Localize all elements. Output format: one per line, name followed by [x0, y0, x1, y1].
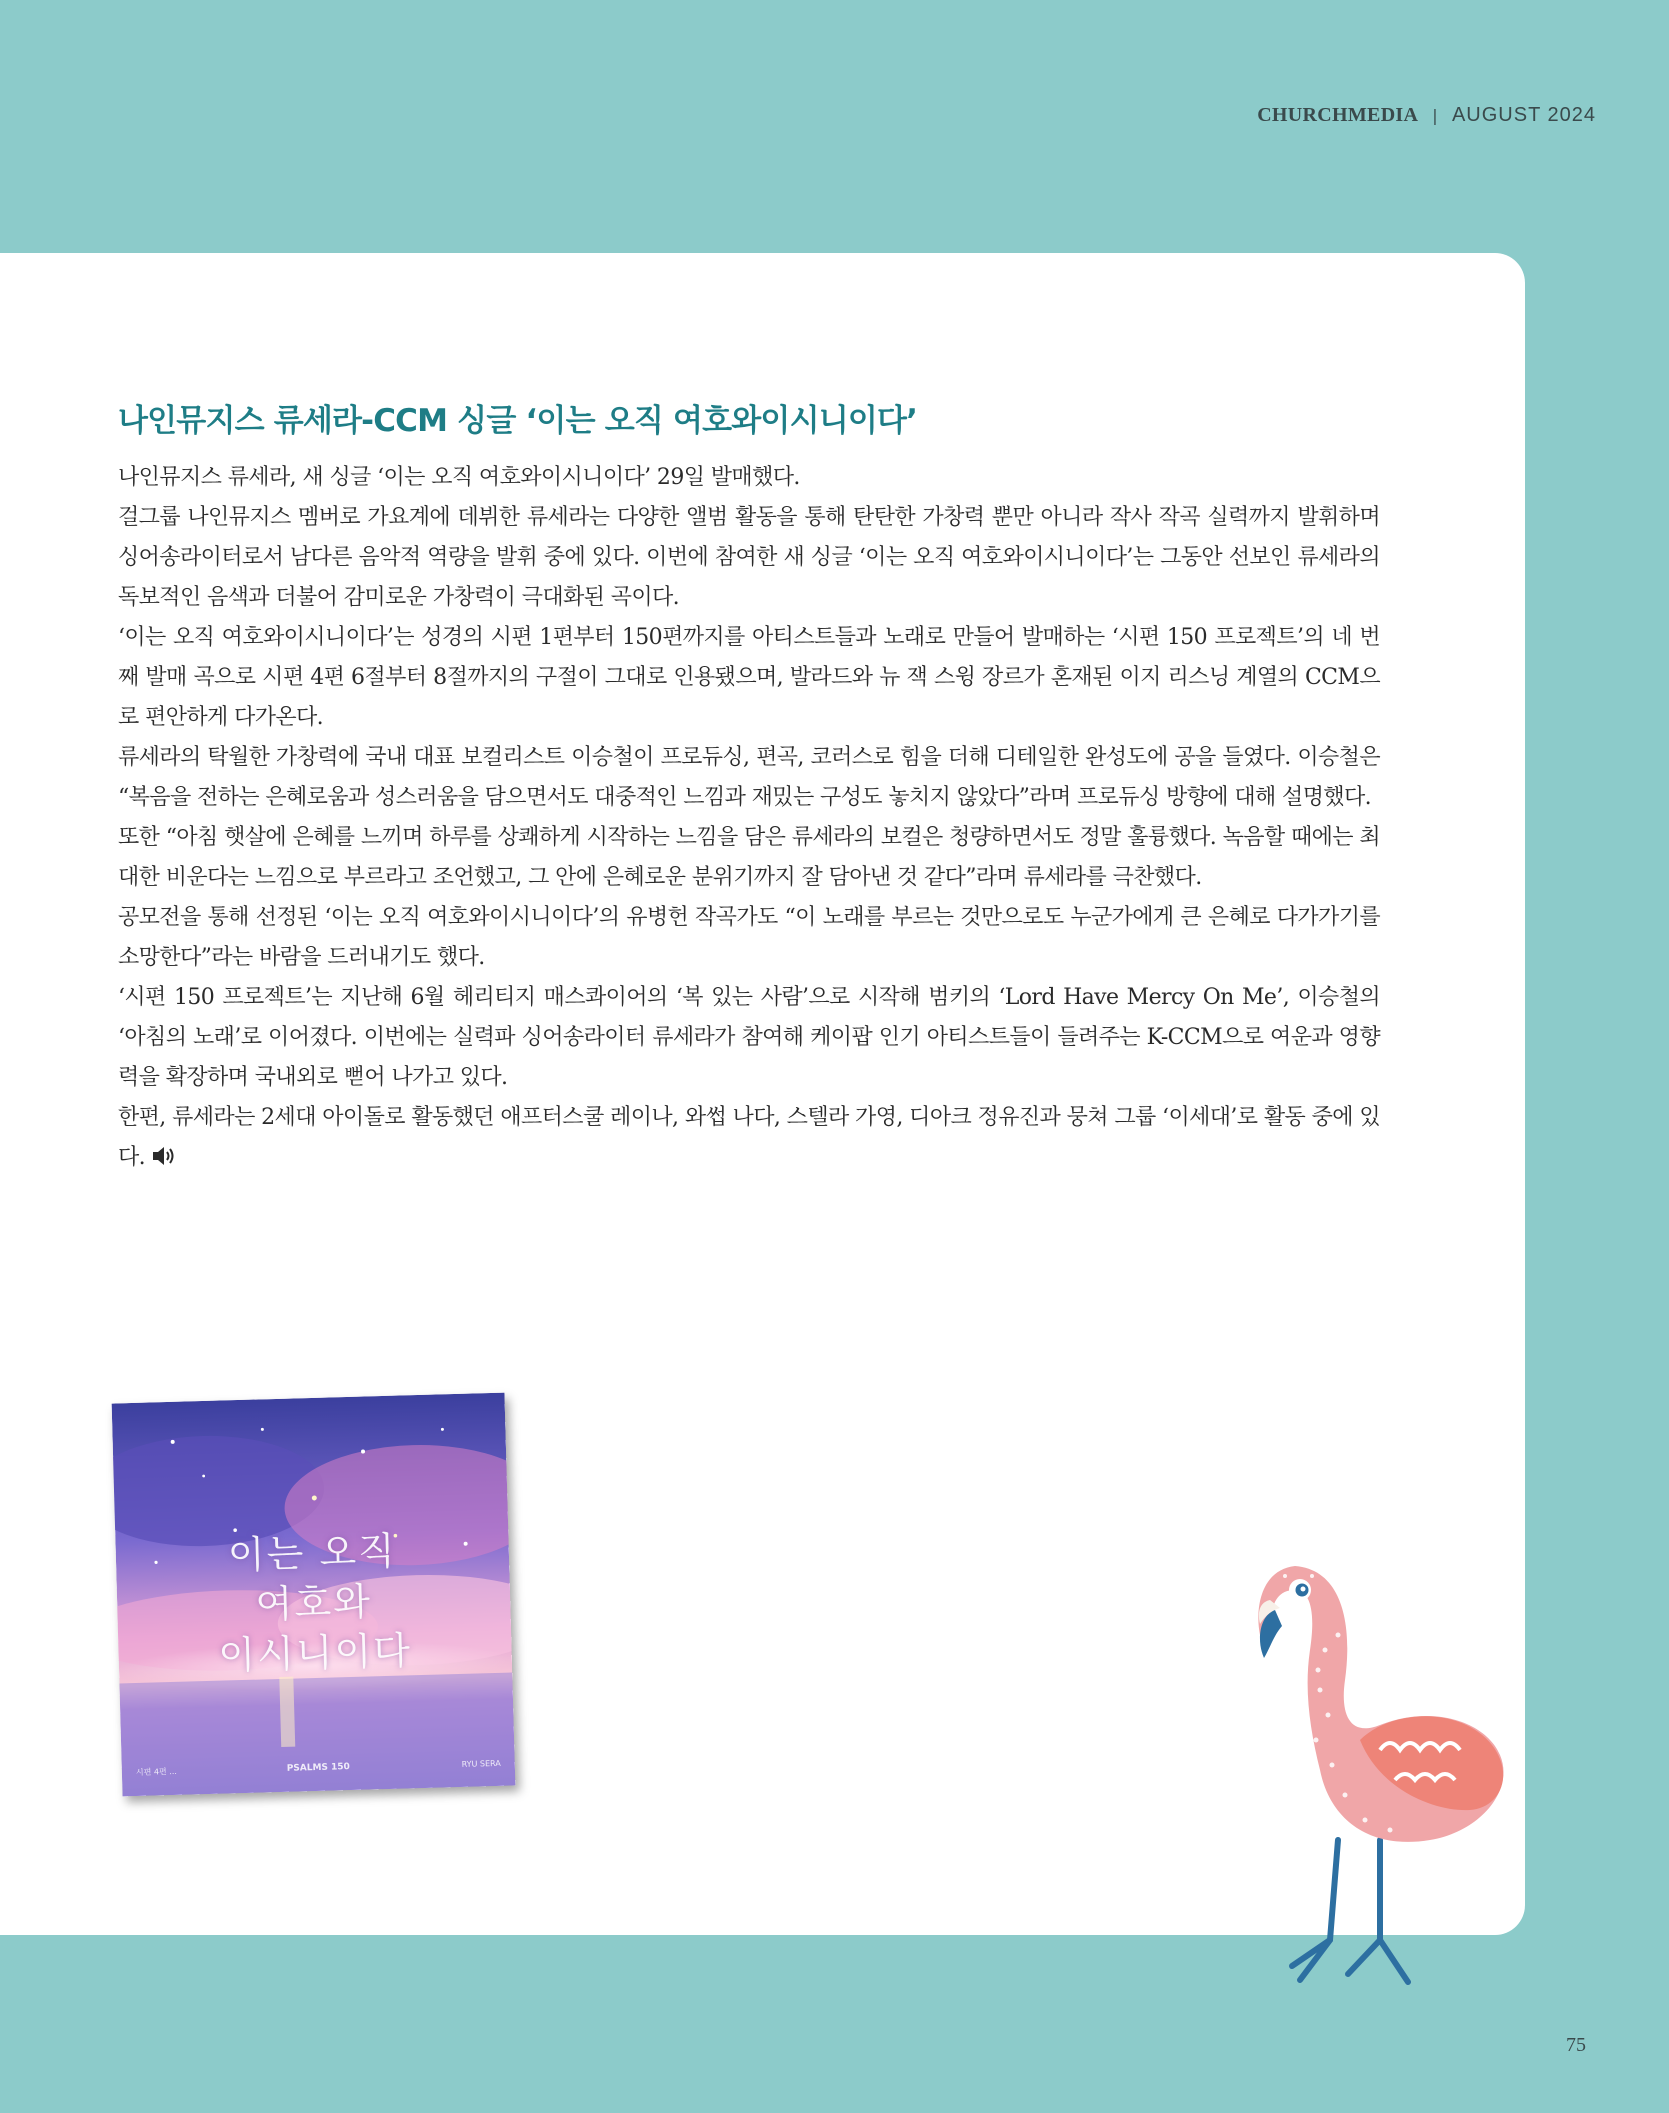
article-paragraph: 공모전을 통해 선정된 ‘이는 오직 여호와이시니이다’의 유병헌 작곡가도 “이 노래를 부르는 것만으로도 누군가에게 큰 은혜로 다가가기를 소망한다”라는 바람을 드러내기도 했다.	[118, 905, 1380, 970]
album-footer-right: RYU SERA	[461, 1758, 501, 1769]
speaker-icon	[151, 1141, 177, 1181]
article-body	[118, 458, 1380, 1181]
album-cover	[112, 1393, 516, 1797]
article-paragraph-last	[118, 1098, 1380, 1181]
album-title-line: 이는 오직	[227, 1528, 398, 1578]
article-paragraph-text: 한편, 류세라는 2세대 아이돌로 활동했던 애프터스쿨 레이나, 와썹 나다, 스텔라 가영, 디아크 정유진과 뭉쳐 그룹 ‘이세대’로 활동 중에 있다.	[118, 1105, 1380, 1170]
issue-date: AUGUST 2024	[1451, 104, 1596, 126]
album-title	[115, 1523, 512, 1684]
article-paragraph: ‘이는 오직 여호와이시니이다’는 성경의 시편 1편부터 150편까지를 아티스트들과 노래로 만들어 발매하는 ‘시편 150 프로젝트’의 네 번째 발매 곡으로 시편 4편 6절부터 8절까지의 구절이 그대로 인용됐으며, 발라드와 뉴 잭 스윙 장르가 혼재된 이지 리스닝 계열의 CCM으로 편안하게 다가온다.	[118, 625, 1380, 730]
article-paragraph: ‘시편 150 프로젝트’는 지난해 6월 헤리티지 매스콰이어의 ‘복 있는 사람’으로 시작해 범키의 ‘Lord Have Mercy On Me’, 이승철의 ‘아침의 노래’로 이어졌다. 이번에는 실력파 싱어송라이터 류세라가 참여해 케이팝 인기 아티스트들이 들려주는 K-CCM으로 여운과 영향력을 확장하며 국내외로 뻗어 나가고 있다.	[118, 985, 1380, 1090]
album-title-line: 여호와	[255, 1579, 373, 1627]
article-headline: 나인뮤지스 류세라-CCM 싱글 ‘이는 오직 여호와이시니이다’	[118, 403, 918, 439]
article-paragraph: 나인뮤지스 류세라, 새 싱글 ‘이는 오직 여호와이시니이다’ 29일 발매했다.	[118, 465, 800, 490]
article-paragraph: 또한 “아침 햇살에 은혜를 느끼며 하루를 상쾌하게 시작하는 느낌을 담은 류세라의 보컬은 청량하면서도 정말 훌륭했다. 녹음할 때에는 최대한 비운다는 느낌으로 부르라고 조언했고, 그 안에 은혜로운 분위기까지 잘 담아낸 것 같다”라며 류세라를 극찬했다.	[118, 825, 1380, 890]
article	[118, 395, 1380, 1181]
page-number: 75	[1566, 2034, 1586, 2056]
page-header	[1257, 104, 1596, 127]
album-footer-center: PSALMS 150	[286, 1762, 351, 1774]
album-footer-left: 시편 4편 ...	[135, 1766, 178, 1778]
article-paragraph: 류세라의 탁월한 가창력에 국내 대표 보컬리스트 이승철이 프로듀싱, 편곡, 코러스로 힘을 더해 디테일한 완성도에 공을 들였다. 이승철은 “복음을 전하는 은혜로움과 성스러움을 담으면서도 대중적인 느낌과 재밌는 구성도 놓치지 않았다”라며 프로듀싱 방향에 대해 설명했다.	[118, 745, 1380, 810]
album-title-line: 이시니이다	[217, 1628, 413, 1678]
magazine-name: CHURCHMEDIA	[1257, 104, 1419, 126]
flamingo-illustration	[1230, 1540, 1530, 2004]
article-paragraph: 걸그룹 나인뮤지스 멤버로 가요계에 데뷔한 류세라는 다양한 앨범 활동을 통해 탄탄한 가창력 뿐만 아니라 작사 작곡 실력까지 발휘하며 싱어송라이터로서 남다른 음악적 역량을 발휘 중에 있다. 이번에 참여한 새 싱글 ‘이는 오직 여호와이시니이다’는 그동안 선보인 류세라의 독보적인 음색과 더불어 감미로운 가창력이 극대화된 곡이다.	[118, 505, 1380, 610]
flamingo-icon	[1230, 1540, 1530, 2000]
header-separator: |	[1432, 106, 1438, 125]
